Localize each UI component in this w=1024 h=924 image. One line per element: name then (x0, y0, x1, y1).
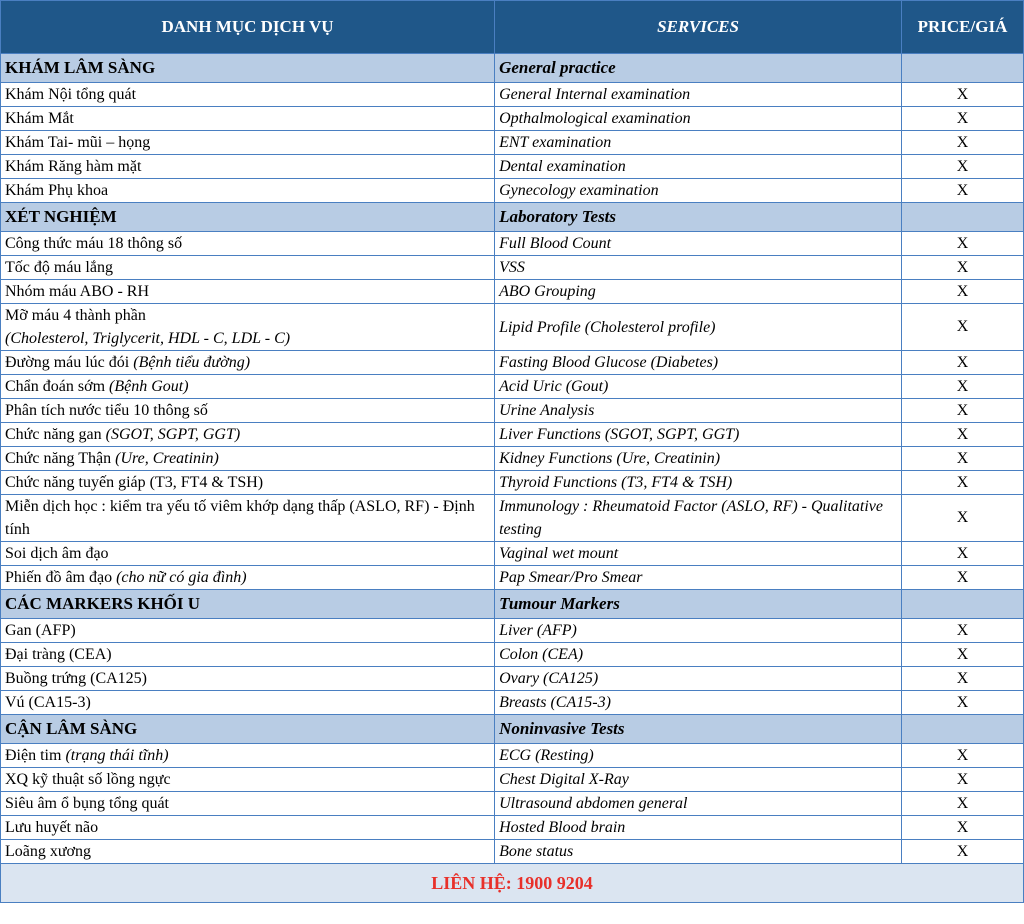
service-name-en: ABO Grouping (495, 280, 902, 304)
section-price-cell (902, 203, 1024, 232)
service-name-en: Lipid Profile (Cholesterol profile) (495, 304, 902, 351)
service-name-vn: Phân tích nước tiểu 10 thông số (5, 401, 208, 419)
table-row (1, 375, 1024, 399)
service-note-vn: (SGOT, SGPT, GGT) (105, 425, 241, 443)
price-cell: X (902, 495, 1024, 542)
service-name-vn: Khám Tai- mũi – họng (5, 133, 151, 151)
section-header-row (1, 715, 1024, 744)
service-name-en: Dental examination (495, 155, 902, 179)
price-cell: X (902, 83, 1024, 107)
table-row (1, 542, 1024, 566)
table-row (1, 351, 1024, 375)
service-name-vn: Công thức máu 18 thông số (5, 234, 183, 252)
service-note-vn: (Cholesterol, Triglycerit, HDL - C, LDL - C) (5, 330, 291, 347)
service-cell-vn (1, 131, 495, 155)
service-name-en: Immunology : Rheumatoid Factor (ASLO, RF) - Qualitative testing (495, 495, 902, 542)
table-row (1, 566, 1024, 590)
service-name-en: Liver Functions (SGOT, SGPT, GGT) (495, 423, 902, 447)
table-body (1, 54, 1024, 864)
price-cell: X (902, 768, 1024, 792)
service-name-vn: Buồng trứng (CA125) (5, 669, 147, 687)
table-row (1, 232, 1024, 256)
service-cell-vn (1, 447, 495, 471)
price-cell: X (902, 375, 1024, 399)
service-note-vn: (trạng thái tĩnh) (65, 746, 169, 764)
service-name-vn: Loãng xương (5, 842, 92, 860)
service-name-vn: XQ kỹ thuật số lồng ngực (5, 770, 171, 788)
service-name-en: Fasting Blood Glucose (Diabetes) (495, 351, 902, 375)
service-name-en: VSS (495, 256, 902, 280)
service-name-vn: Khám Mắt (5, 109, 74, 127)
price-cell: X (902, 351, 1024, 375)
section-title-en: Noninvasive Tests (495, 715, 902, 744)
table-row (1, 131, 1024, 155)
table-row (1, 691, 1024, 715)
service-note-vn: (Ure, Creatinin) (115, 449, 219, 467)
price-cell: X (902, 399, 1024, 423)
service-name-en: Ultrasound abdomen general (495, 792, 902, 816)
section-header-row (1, 54, 1024, 83)
service-cell-vn (1, 375, 495, 399)
price-cell: X (902, 155, 1024, 179)
service-name-en: ECG (Resting) (495, 744, 902, 768)
service-name-en: Kidney Functions (Ure, Creatinin) (495, 447, 902, 471)
service-cell-vn (1, 256, 495, 280)
service-name-en: Vaginal wet mount (495, 542, 902, 566)
service-name-vn: Điện tim (5, 746, 62, 764)
service-cell-vn (1, 107, 495, 131)
service-name-en: Acid Uric (Gout) (495, 375, 902, 399)
price-cell: X (902, 566, 1024, 590)
service-cell-vn (1, 643, 495, 667)
price-cell: X (902, 840, 1024, 864)
service-name-vn: Chức năng tuyến giáp (T3, FT4 & TSH) (5, 473, 264, 491)
service-cell-vn (1, 667, 495, 691)
price-cell: X (902, 131, 1024, 155)
service-note-vn: (Bệnh tiểu đường) (133, 353, 251, 371)
service-name-vn: Gan (AFP) (5, 621, 76, 639)
table-row (1, 280, 1024, 304)
table-row (1, 423, 1024, 447)
section-price-cell (902, 715, 1024, 744)
service-name-en: Pap Smear/Pro Smear (495, 566, 902, 590)
service-name-en: Gynecology examination (495, 179, 902, 203)
footer-row (1, 864, 1024, 903)
service-name-en: Liver (AFP) (495, 619, 902, 643)
service-name-en: Chest Digital X-Ray (495, 768, 902, 792)
section-title-en: Tumour Markers (495, 590, 902, 619)
price-cell: X (902, 280, 1024, 304)
table-row (1, 643, 1024, 667)
service-name-vn: Khám Phụ khoa (5, 181, 109, 199)
table-row (1, 792, 1024, 816)
service-name-vn: Miễn dịch học : kiểm tra yếu tố viêm khớp dạng thấp (ASLO, RF) - Định tính (5, 498, 475, 538)
service-name-vn: Soi dịch âm đạo (5, 544, 109, 562)
price-cell: X (902, 447, 1024, 471)
table-row (1, 816, 1024, 840)
price-cell: X (902, 792, 1024, 816)
table-row (1, 107, 1024, 131)
section-price-cell (902, 590, 1024, 619)
service-name-vn: Chẩn đoán sớm (5, 377, 106, 395)
service-cell-vn (1, 471, 495, 495)
section-title-vn: XÉT NGHIỆM (1, 203, 495, 232)
price-cell: X (902, 107, 1024, 131)
price-cell: X (902, 542, 1024, 566)
table-row (1, 304, 1024, 351)
price-cell: X (902, 619, 1024, 643)
service-name-en: Opthalmological examination (495, 107, 902, 131)
service-cell-vn (1, 83, 495, 107)
section-title-vn: KHÁM LÂM SÀNG (1, 54, 495, 83)
service-name-vn: Chức năng gan (5, 425, 102, 443)
service-name-en: Thyroid Functions (T3, FT4 & TSH) (495, 471, 902, 495)
service-name-en: Colon (CEA) (495, 643, 902, 667)
table-row (1, 83, 1024, 107)
service-cell-vn (1, 351, 495, 375)
section-header-row (1, 203, 1024, 232)
service-cell-vn (1, 304, 495, 351)
service-name-vn: Lưu huyết não (5, 818, 99, 836)
table-row (1, 768, 1024, 792)
header-vn-services: DANH MỤC DỊCH VỤ (1, 1, 495, 54)
table-row (1, 399, 1024, 423)
service-name-vn: Đường máu lúc đói (5, 353, 130, 371)
price-cell: X (902, 423, 1024, 447)
service-name-vn: Đại tràng (CEA) (5, 645, 112, 663)
service-name-en: Hosted Blood brain (495, 816, 902, 840)
service-cell-vn (1, 495, 495, 542)
price-cell: X (902, 232, 1024, 256)
service-cell-vn (1, 399, 495, 423)
service-cell-vn (1, 619, 495, 643)
price-cell: X (902, 304, 1024, 351)
section-price-cell (902, 54, 1024, 83)
service-name-en: Ovary (CA125) (495, 667, 902, 691)
service-cell-vn (1, 155, 495, 179)
table-row (1, 179, 1024, 203)
service-cell-vn (1, 423, 495, 447)
price-cell: X (902, 816, 1024, 840)
table-header-row (1, 1, 1024, 54)
section-title-en: General practice (495, 54, 902, 83)
service-cell-vn (1, 768, 495, 792)
service-cell-vn (1, 232, 495, 256)
service-name-en: Urine Analysis (495, 399, 902, 423)
price-cell: X (902, 691, 1024, 715)
service-name-vn: Phiến đồ âm đạo (5, 568, 113, 586)
service-name-vn: Vú (CA15-3) (5, 693, 91, 711)
service-note-vn: (Bệnh Gout) (109, 377, 189, 395)
service-cell-vn (1, 566, 495, 590)
service-name-vn: Mỡ máu 4 thành phần (5, 307, 146, 324)
table-row (1, 667, 1024, 691)
service-name-vn: Tốc độ máu lắng (5, 258, 113, 276)
service-name-vn: Khám Nội tổng quát (5, 85, 137, 103)
service-name-en: Full Blood Count (495, 232, 902, 256)
table-row (1, 447, 1024, 471)
table-row (1, 471, 1024, 495)
service-name-en: Breasts (CA15-3) (495, 691, 902, 715)
service-name-vn: Nhóm máu ABO - RH (5, 282, 149, 300)
table-row (1, 619, 1024, 643)
service-cell-vn (1, 792, 495, 816)
service-name-en: ENT examination (495, 131, 902, 155)
section-header-row (1, 590, 1024, 619)
contact-hotline: LIÊN HỆ: 1900 9204 (1, 864, 1024, 903)
service-name-en: Bone status (495, 840, 902, 864)
service-cell-vn (1, 840, 495, 864)
table-row (1, 744, 1024, 768)
header-services: SERVICES (495, 1, 902, 54)
header-price: PRICE/GIÁ (902, 1, 1024, 54)
service-name-vn: Khám Răng hàm mặt (5, 157, 142, 175)
price-cell: X (902, 744, 1024, 768)
table-row (1, 155, 1024, 179)
service-name-vn: Siêu âm ổ bụng tổng quát (5, 794, 169, 812)
price-cell: X (902, 643, 1024, 667)
service-cell-vn (1, 744, 495, 768)
service-name-vn: Chức năng Thận (5, 449, 112, 467)
price-cell: X (902, 256, 1024, 280)
price-cell: X (902, 179, 1024, 203)
section-title-vn: CÁC MARKERS KHỐI U (1, 590, 495, 619)
table-row (1, 256, 1024, 280)
table-row (1, 495, 1024, 542)
section-title-vn: CẬN LÂM SÀNG (1, 715, 495, 744)
service-cell-vn (1, 691, 495, 715)
service-cell-vn (1, 542, 495, 566)
service-cell-vn (1, 816, 495, 840)
section-title-en: Laboratory Tests (495, 203, 902, 232)
service-note-vn: (cho nữ có gia đình) (116, 568, 247, 586)
service-cell-vn (1, 179, 495, 203)
service-name-en: General Internal examination (495, 83, 902, 107)
price-cell: X (902, 471, 1024, 495)
service-cell-vn (1, 280, 495, 304)
table-row (1, 840, 1024, 864)
price-cell: X (902, 667, 1024, 691)
